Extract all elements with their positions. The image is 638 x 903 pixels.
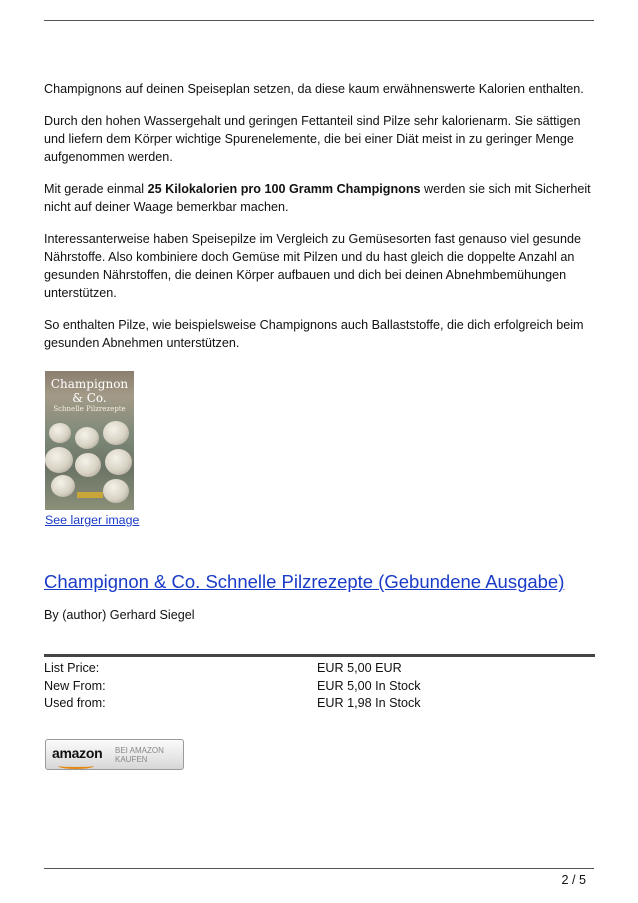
price-row-new (44, 678, 421, 696)
mushroom-shape (45, 447, 73, 473)
cover-subtitle: Schnelle Pilzrezepte (53, 405, 126, 413)
mushroom-shape (105, 449, 132, 475)
article-body (44, 80, 596, 366)
price-row-used (44, 695, 421, 713)
paragraph: Durch den hohen Wassergehalt und geringen Fettanteil sind Pilze sehr kalorienarm. Sie sättigen und liefern dem Körper wichtige Spurenelemente, die bei einer Diät meist in zu geringer Menge aufgenommen werden. (44, 114, 581, 164)
price-table-rule (44, 654, 595, 657)
paragraph-calories (44, 180, 596, 216)
buy-button-label (115, 746, 164, 764)
publisher-mark (77, 492, 103, 498)
price-row-list (44, 660, 421, 678)
price-table (44, 660, 421, 713)
buy-at-amazon-button[interactable] (45, 739, 184, 770)
paragraph: Champignons auf deinen Speiseplan setzen, da diese kaum erwähnenswerte Kalorien enthalten. (44, 82, 584, 96)
price-label: Used from: (44, 696, 106, 710)
book-title-link[interactable]: Champignon & Co. Schnelle Pilzrezepte (Gebundene Ausgabe) (44, 571, 565, 592)
author-line: By (author) Gerhard Siegel (44, 608, 195, 622)
price-label: New From: (44, 678, 106, 693)
paragraph: Interessanterweise haben Speisepilze im Vergleich zu Gemüsesorten fast genauso viel gesunde Nährstoffe. Also kombiniere doch Gemüse mit Pilzen und du hast gleich die doppelte Anzahl an gesunden Nährstoffen, die deinen Körper aufbauen und dich bei deinen Abnehmbemühungen unterstützen. (44, 232, 581, 300)
mushroom-shape (51, 475, 75, 497)
footer-rule (44, 868, 594, 869)
cover-title: Champignon & Co. (50, 377, 129, 405)
calorie-highlight: 25 Kilokalorien pro 100 Gramm Champignons (147, 182, 421, 196)
amazon-logo: amazon (52, 745, 103, 761)
mushroom-shape (75, 453, 101, 477)
mushroom-shape (103, 479, 129, 503)
price-value: EUR 5,00 EUR (317, 661, 402, 675)
mushroom-shape (75, 427, 99, 449)
see-larger-image-link[interactable]: See larger image (45, 513, 140, 527)
price-value: EUR 1,98 In Stock (317, 696, 421, 710)
buy-button-line1: BEI AMAZON (115, 746, 164, 755)
book-cover-image[interactable] (45, 371, 134, 510)
calorie-text-after: werden sie sich mit Sicherheit nicht auf deiner Waage bemerkbar machen. (44, 182, 591, 214)
page-number: 2 / 5 (561, 873, 586, 887)
header-rule (44, 20, 594, 21)
buy-button-line2: KAUFEN (115, 755, 148, 764)
paragraph: So enthalten Pilze, wie beispielsweise Champignons auch Ballaststoffe, die dich erfolgreich beim gesunden Abnehmen unterstützen. (44, 318, 584, 350)
calorie-text-before: Mit gerade einmal (44, 182, 148, 196)
price-label: List Price: (44, 661, 100, 675)
price-value: EUR 5,00 In Stock (317, 678, 421, 693)
mushroom-shape (103, 421, 129, 445)
mushroom-shape (49, 423, 71, 443)
amazon-smile-icon (58, 763, 94, 769)
